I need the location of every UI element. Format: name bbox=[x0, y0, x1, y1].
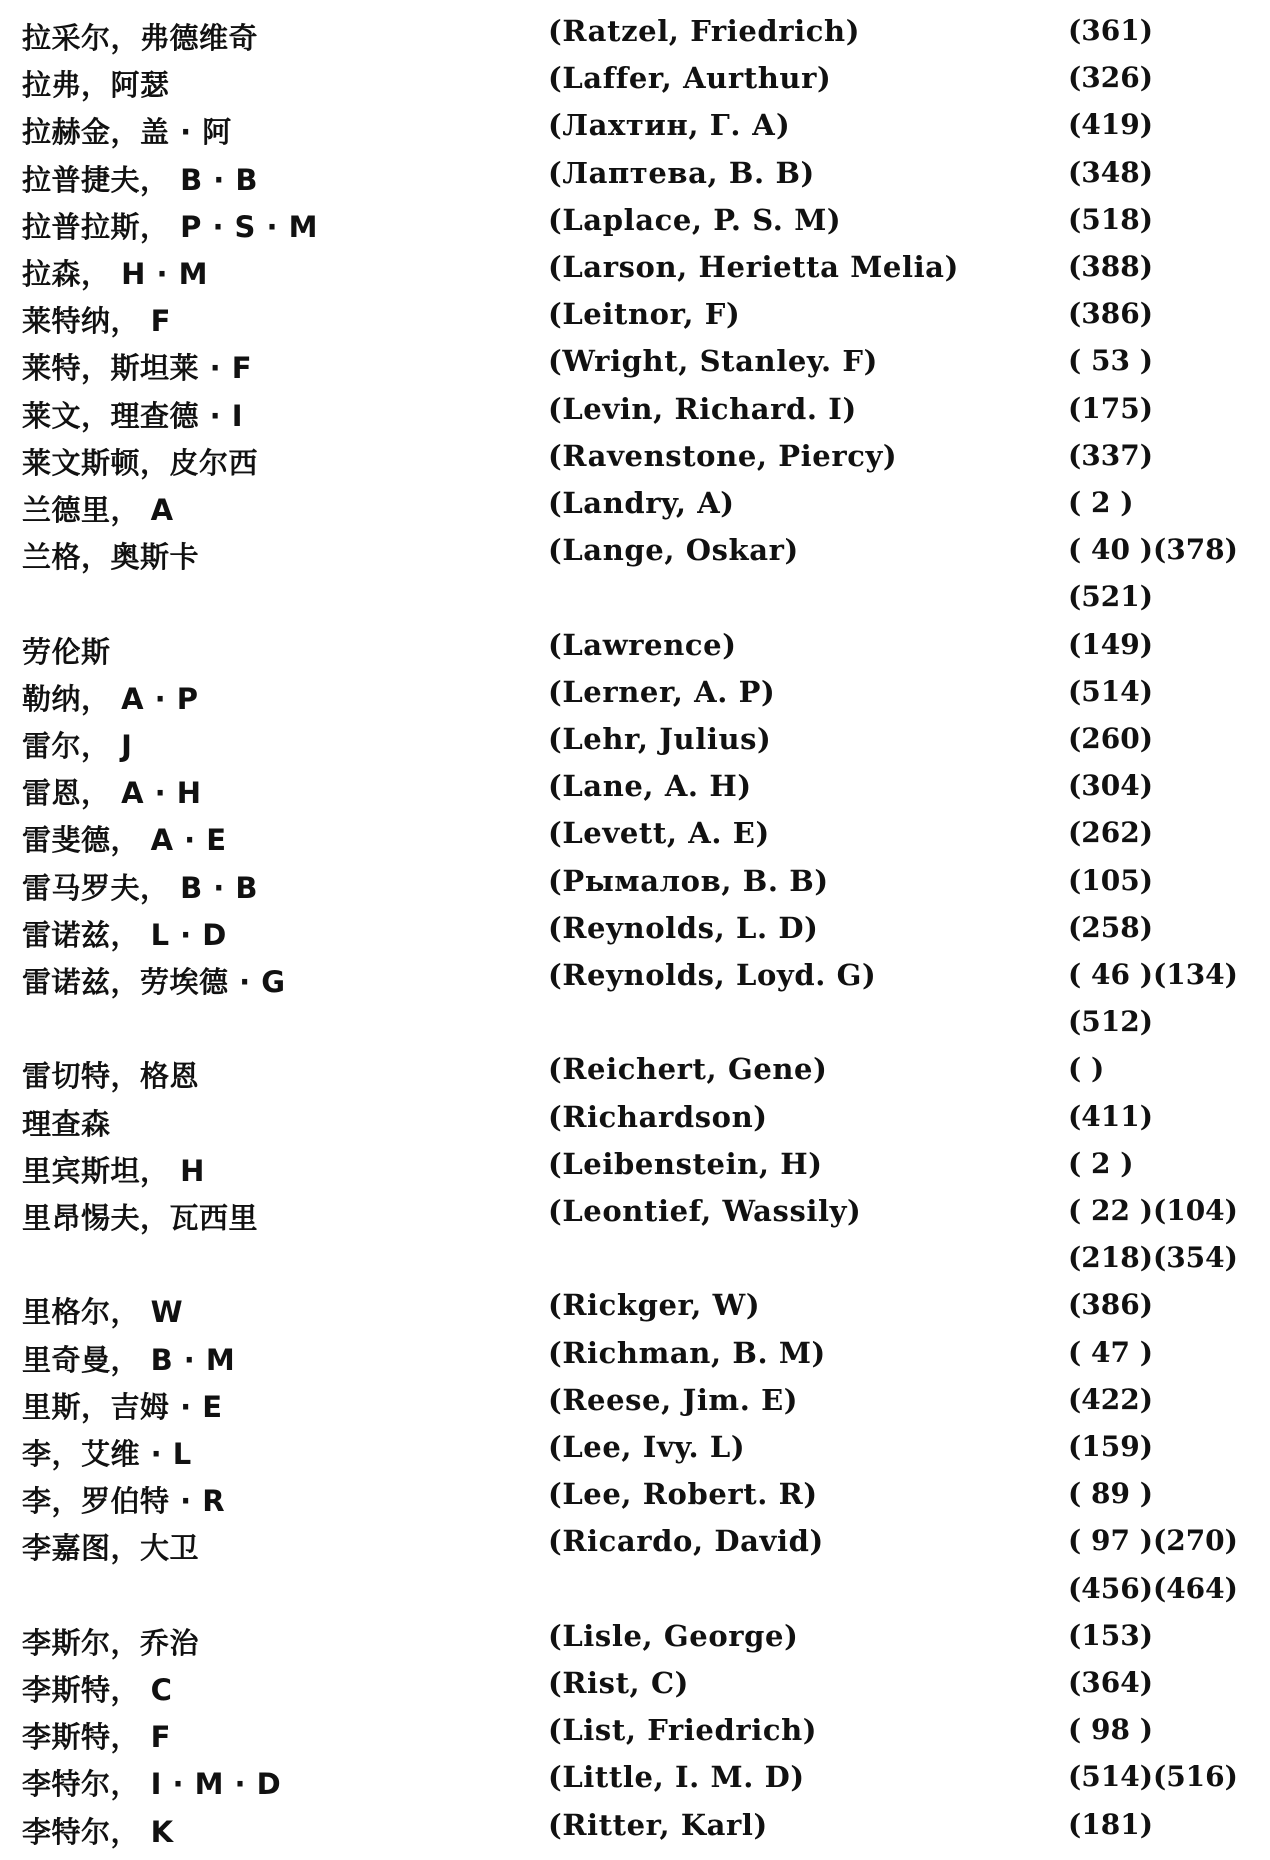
index-entry bbox=[0, 1334, 1270, 1381]
page-reference: ( 53 ) bbox=[1068, 344, 1153, 378]
index-entry bbox=[0, 531, 1270, 625]
original-name: (Richardson) bbox=[548, 1099, 768, 1134]
page-reference: (260) bbox=[1068, 722, 1153, 755]
index-entry bbox=[0, 1806, 1270, 1853]
chinese-name: 里昂惕夫，瓦西里 bbox=[22, 1201, 259, 1235]
page-reference: (518) bbox=[1068, 202, 1153, 236]
original-name: (Lawrence) bbox=[548, 627, 737, 662]
original-name: (Lehr, Julius) bbox=[548, 722, 772, 756]
chinese-name: 莱特纳， F bbox=[22, 304, 171, 339]
original-name: (Рымалов, B. B) bbox=[548, 863, 829, 898]
page-reference: (514) bbox=[1068, 674, 1153, 708]
original-name: (Ravenstone, Piercy) bbox=[548, 438, 898, 473]
chinese-name: 莱特，斯坦莱 · F bbox=[22, 351, 253, 386]
original-name: (Lerner, A. P) bbox=[548, 674, 776, 709]
page-reference: (419) bbox=[1068, 108, 1153, 142]
chinese-name: 雷恩， A · H bbox=[22, 776, 202, 811]
page-reference: (348) bbox=[1068, 155, 1153, 189]
page-reference: ( 98 ) bbox=[1068, 1713, 1153, 1747]
chinese-name: 里斯，吉姆 · E bbox=[22, 1389, 223, 1424]
original-name: (Leitnor, F) bbox=[548, 297, 741, 332]
index-entry bbox=[0, 12, 1270, 59]
original-name: (Lane, A. H) bbox=[548, 769, 752, 804]
original-name: (Larson, Herietta Melia) bbox=[548, 250, 959, 284]
original-name: (Lange, Oskar) bbox=[548, 533, 799, 568]
chinese-name: 李斯特， F bbox=[22, 1720, 171, 1755]
original-name: (Лахтин, Г. А) bbox=[548, 108, 791, 143]
index-entry bbox=[0, 1475, 1270, 1522]
original-name: (Lisle, George) bbox=[548, 1618, 799, 1653]
page-reference: (149) bbox=[1068, 627, 1153, 661]
index-entry bbox=[0, 1286, 1270, 1333]
chinese-name: 勒纳， A · P bbox=[22, 681, 199, 716]
index-entry bbox=[0, 437, 1270, 484]
original-name: (Richman, B. M) bbox=[548, 1335, 826, 1370]
index-entry bbox=[0, 1428, 1270, 1475]
original-name: (Leibenstein, H) bbox=[548, 1146, 823, 1181]
page-reference: ( 47 ) bbox=[1068, 1335, 1153, 1369]
chinese-name: 雷马罗夫， B · B bbox=[22, 870, 259, 905]
index-entry bbox=[0, 1050, 1270, 1097]
page-reference: (159) bbox=[1068, 1430, 1153, 1463]
chinese-name: 拉弗，阿瑟 bbox=[22, 68, 170, 103]
original-name: (List, Friedrich) bbox=[548, 1713, 818, 1748]
original-name: (Laplace, P. S. M) bbox=[548, 202, 842, 237]
index-entry bbox=[0, 106, 1270, 153]
index-entry bbox=[0, 767, 1270, 814]
page-reference: (304) bbox=[1068, 769, 1153, 803]
index-entry bbox=[0, 248, 1270, 295]
page-reference: (364) bbox=[1068, 1666, 1153, 1699]
original-name: (Reynolds, L. D) bbox=[548, 910, 819, 945]
original-name: (Lee, Robert. R) bbox=[548, 1477, 818, 1512]
page-reference: ( 40 )(378) bbox=[1068, 533, 1238, 567]
chinese-name: 理查森 bbox=[22, 1106, 111, 1141]
page-reference: ( 2 ) bbox=[1068, 1146, 1134, 1180]
original-name: (Ritter, Karl) bbox=[548, 1807, 768, 1842]
original-name: (Reese, Jim. E) bbox=[548, 1382, 799, 1417]
chinese-name: 雷诺兹， L · D bbox=[22, 917, 227, 952]
index-entry bbox=[0, 956, 1270, 1050]
original-name: (Ricardo, David) bbox=[548, 1524, 824, 1559]
chinese-name: 莱文，理查德 · I bbox=[22, 398, 243, 433]
original-name: (Landry, A) bbox=[548, 486, 735, 520]
chinese-name: 兰德里， A bbox=[22, 493, 174, 527]
chinese-name: 李斯尔，乔治 bbox=[22, 1625, 200, 1660]
page-reference: (411) bbox=[1068, 1099, 1153, 1133]
page-reference: (422) bbox=[1068, 1382, 1153, 1416]
page-reference: ( 46 )(134) bbox=[1068, 958, 1238, 991]
index-entry bbox=[0, 1145, 1270, 1192]
page-reference: (521) bbox=[1068, 580, 1153, 614]
chinese-name: 李，罗伯特 · R bbox=[22, 1484, 226, 1519]
chinese-name: 雷斐德， A · E bbox=[22, 823, 227, 858]
page-reference: (175) bbox=[1068, 391, 1153, 425]
chinese-name: 拉普捷夫， B · B bbox=[22, 162, 259, 197]
original-name: (Lee, Ivy. L) bbox=[548, 1430, 746, 1464]
index-entry bbox=[0, 862, 1270, 909]
original-name: (Little, I. M. D) bbox=[548, 1760, 805, 1795]
original-name: (Laffer, Aurthur) bbox=[548, 61, 832, 96]
chinese-name: 拉采尔，弗德维奇 bbox=[22, 21, 259, 55]
index-entry bbox=[0, 1711, 1270, 1758]
original-name: (Levin, Richard. I) bbox=[548, 391, 857, 426]
index-entry bbox=[0, 814, 1270, 861]
index-entry bbox=[0, 1758, 1270, 1805]
index-entry bbox=[0, 154, 1270, 201]
page-reference: (386) bbox=[1068, 1288, 1153, 1322]
chinese-name: 雷诺兹，劳埃德 · G bbox=[22, 965, 286, 999]
index-entry bbox=[0, 390, 1270, 437]
original-name: (Reynolds, Loyd. G) bbox=[548, 958, 877, 992]
index-entry bbox=[0, 626, 1270, 673]
page-reference: ( 89 ) bbox=[1068, 1477, 1153, 1511]
index-entry bbox=[0, 673, 1270, 720]
index-entry bbox=[0, 1664, 1270, 1711]
chinese-name: 李嘉图，大卫 bbox=[22, 1531, 200, 1566]
index-entry bbox=[0, 720, 1270, 767]
original-name: (Rickger, W) bbox=[548, 1288, 761, 1323]
index-entry bbox=[0, 342, 1270, 389]
index-entry bbox=[0, 1381, 1270, 1428]
index-entry bbox=[0, 1522, 1270, 1616]
chinese-name: 雷切特，格恩 bbox=[22, 1059, 200, 1094]
chinese-name: 拉普拉斯， P · S · M bbox=[22, 209, 319, 244]
page-reference: (153) bbox=[1068, 1618, 1153, 1652]
original-name: (Wright, Stanley. F) bbox=[548, 344, 878, 379]
page-reference: (512) bbox=[1068, 1005, 1153, 1039]
index-entry bbox=[0, 1098, 1270, 1145]
chinese-name: 劳伦斯 bbox=[22, 634, 111, 669]
chinese-name: 拉赫金，盖 · 阿 bbox=[22, 115, 232, 150]
page-reference: (388) bbox=[1068, 250, 1153, 283]
original-name: (Rist, C) bbox=[548, 1666, 689, 1700]
page-reference: (262) bbox=[1068, 816, 1153, 850]
chinese-name: 李特尔， I · M · D bbox=[22, 1767, 282, 1802]
index-entry bbox=[0, 1617, 1270, 1664]
page-reference: (386) bbox=[1068, 297, 1153, 331]
page-reference: (514)(516) bbox=[1068, 1760, 1238, 1794]
chinese-name: 李特尔， K bbox=[22, 1814, 174, 1849]
page-reference: ( 2 ) bbox=[1068, 486, 1134, 519]
chinese-name: 里宾斯坦， H bbox=[22, 1153, 205, 1188]
page-reference: (337) bbox=[1068, 438, 1153, 472]
index-entry bbox=[0, 1192, 1270, 1286]
chinese-name: 李，艾维 · L bbox=[22, 1437, 192, 1471]
chinese-name: 兰格，奥斯卡 bbox=[22, 540, 200, 575]
chinese-name: 雷尔， J bbox=[22, 729, 133, 763]
page-reference: (181) bbox=[1068, 1807, 1153, 1841]
original-name: (Leontief, Wassily) bbox=[548, 1194, 862, 1228]
index-entry bbox=[0, 59, 1270, 106]
original-name: (Levett, A. E) bbox=[548, 816, 770, 851]
chinese-name: 里格尔， W bbox=[22, 1295, 184, 1330]
page-reference: (456)(464) bbox=[1068, 1571, 1238, 1605]
index-entry bbox=[0, 295, 1270, 342]
page-reference: ( 22 )(104) bbox=[1068, 1194, 1238, 1227]
chinese-name: 拉森， H · M bbox=[22, 257, 208, 291]
original-name: (Reichert, Gene) bbox=[548, 1052, 828, 1087]
page-reference: (218)(354) bbox=[1068, 1241, 1238, 1275]
page-reference: ( 97 )(270) bbox=[1068, 1524, 1238, 1558]
original-name: (Лаптева, B. B) bbox=[548, 155, 815, 190]
page-reference: (361) bbox=[1068, 14, 1153, 47]
page-reference: (326) bbox=[1068, 61, 1153, 95]
index-entry bbox=[0, 484, 1270, 531]
index-entry bbox=[0, 201, 1270, 248]
page-reference: (258) bbox=[1068, 910, 1153, 944]
chinese-name: 李斯特， C bbox=[22, 1673, 173, 1707]
chinese-name: 里奇曼， B · M bbox=[22, 1342, 236, 1377]
chinese-name: 莱文斯顿，皮尔西 bbox=[22, 445, 259, 480]
original-name: (Ratzel, Friedrich) bbox=[548, 14, 861, 48]
page-reference: (105) bbox=[1068, 863, 1153, 897]
page-reference: ( ) bbox=[1068, 1052, 1105, 1086]
index-entry bbox=[0, 909, 1270, 956]
